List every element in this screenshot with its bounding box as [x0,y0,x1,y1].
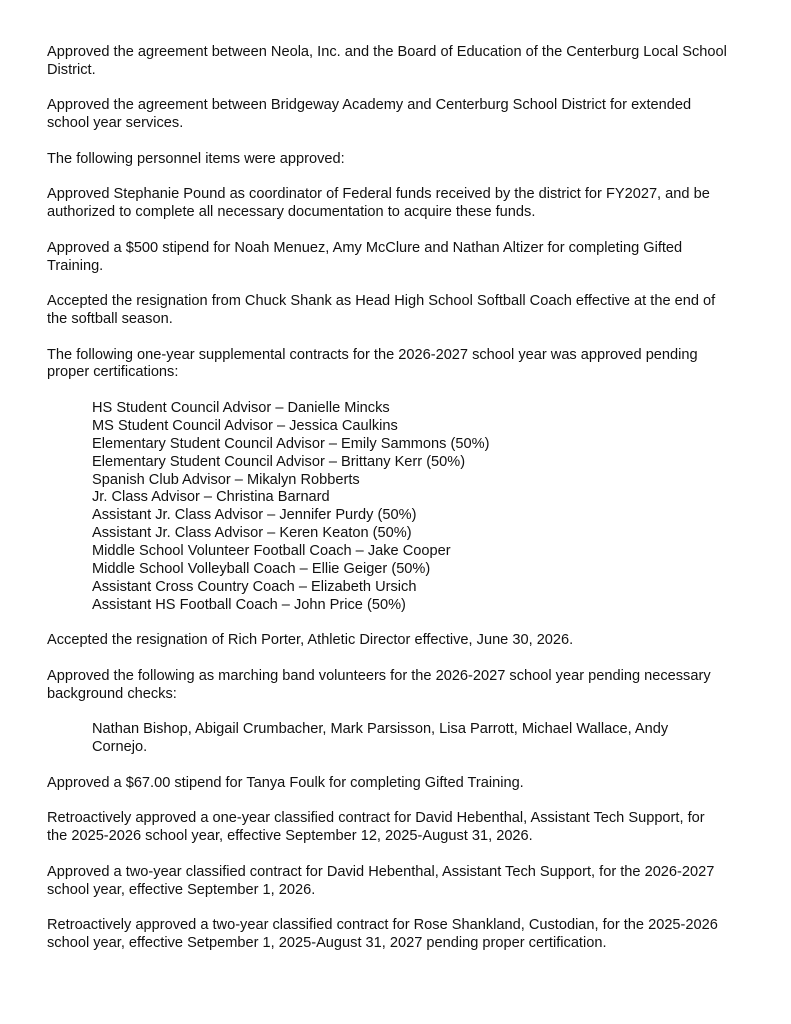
supplemental-contracts-list [47,400,727,615]
paragraph-athletic-director-resignation: Accepted the resignation of Rich Porter, Athletic Director effective, June 30, 2026. [47,632,574,649]
paragraph-shankland-contract: Retroactively approved a two-year classified contract for Rose Shankland, Custodian, for the 2025-2026 school year, effective Setpember 1, 2025-August 31, 2027 pending proper certification. [47,917,718,951]
list-item: Assistant Jr. Class Advisor – Keren Keaton (50%) [92,525,412,542]
paragraph-supplemental-intro: The following one-year supplemental contracts for the 2026-2027 school year was approved pending proper certifications: [47,346,698,381]
list-item: Assistant HS Football Coach – John Price (50%) [92,596,406,613]
paragraph-gifted-stipend: Approved a $500 stipend for Noah Menuez, Amy McClure and Nathan Altizer for completing Gifted Training. [47,239,683,274]
paragraph-federal-funds: Approved Stephanie Pound as coordinator of Federal funds received by the district for FY2027, and be authorized to complete all necessary documentation to acquire these funds. [47,186,710,221]
paragraph-softball-resignation: Accepted the resignation from Chuck Shank as Head High School Softball Coach effective at the end of the softball season. [47,293,716,328]
document-page [47,44,727,970]
paragraph-foulk-stipend: Approved a $67.00 stipend for Tanya Foulk for completing Gifted Training. [47,774,524,791]
list-item: Assistant Jr. Class Advisor – Jennifer Purdy (50%) [92,507,417,524]
paragraph-band-volunteers-intro: Approved the following as marching band volunteers for the 2026-2027 school year pending necessary background checks: [47,667,711,702]
paragraph-hebenthal-two-year: Approved a two-year classified contract for David Hebenthal, Assistant Tech Support, for the 2026-2027 school year, effective September 1, 2026. [47,863,715,898]
paragraph-neola-agreement: Approved the agreement between Neola, Inc. and the Board of Education of the Centerburg Local School District. [47,44,727,78]
list-item: HS Student Council Advisor – Danielle Mincks [92,399,390,416]
paragraph-band-volunteers-names: Nathan Bishop, Abigail Crumbacher, Mark Parsisson, Lisa Parrott, Michael Wallace, Andy Cornejo. [92,721,669,756]
list-item: Spanish Club Advisor – Mikalyn Robberts [92,471,360,488]
paragraph-hebenthal-one-year: Retroactively approved a one-year classified contract for David Hebenthal, Assistant Tech Support, for the 2025-2026 school year, effective September 12, 2025-August 31, 2026. [47,810,705,845]
list-item: Middle School Volleyball Coach – Ellie Geiger (50%) [92,561,431,578]
list-item: Middle School Volunteer Football Coach – Jake Cooper [92,543,451,560]
list-item: Elementary Student Council Advisor – Emily Sammons (50%) [92,435,490,452]
paragraph-bridgeway-agreement: Approved the agreement between Bridgeway Academy and Centerburg School District for extended school year services. [47,97,692,132]
list-item: Assistant Cross Country Coach – Elizabeth Ursich [92,579,417,595]
list-item: Jr. Class Advisor – Christina Barnard [92,489,330,506]
list-item: Elementary Student Council Advisor – Brittany Kerr (50%) [92,453,466,470]
paragraph-personnel-intro: The following personnel items were approved: [47,150,345,167]
list-item: MS Student Council Advisor – Jessica Caulkins [92,417,398,434]
